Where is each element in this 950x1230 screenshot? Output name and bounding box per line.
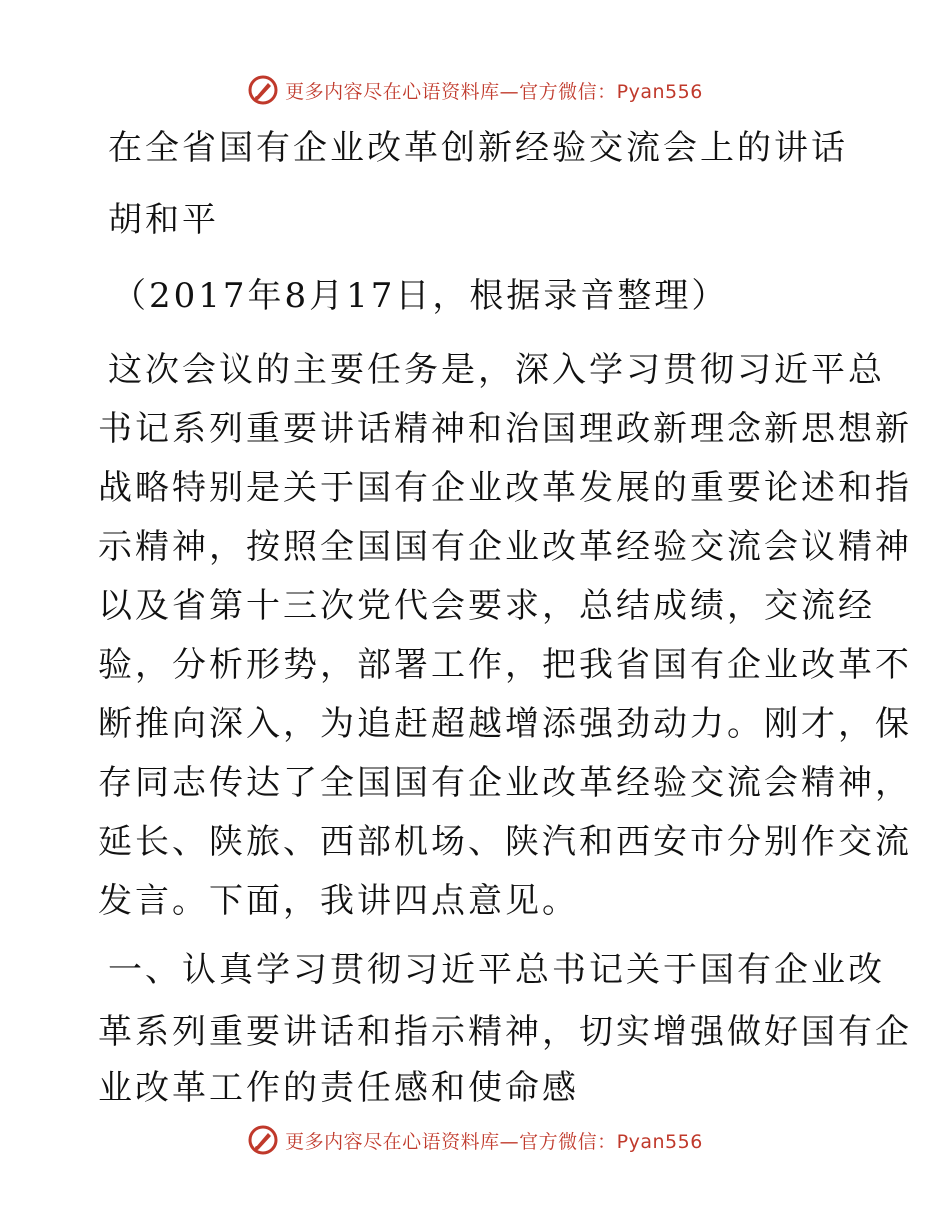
paragraph-line: 延长、陕旅、西部机场、陕汽和西安市分别作交流	[98, 822, 912, 862]
paragraph-line: 以及省第十三次党代会要求，总结成绩，交流经	[98, 586, 875, 626]
pen-logo-icon	[247, 74, 279, 106]
paragraph-line: 断推向深入，为追赶超越增添强劲动力。刚才，保	[98, 704, 912, 744]
paragraph-line: 这次会议的主要任务是，深入学习贯彻习近平总	[108, 350, 885, 390]
paragraph-line: 验，分析形势，部署工作，把我省国有企业改革不	[98, 645, 912, 685]
paragraph-line: 示精神，按照全国国有企业改革经验交流会议精神	[98, 527, 912, 567]
paragraph-line: 发言。下面，我讲四点意见。	[98, 881, 579, 921]
footer-banner-text: 更多内容尽在心语资料库—官方微信：Pyan556	[285, 1130, 703, 1153]
header-banner-text: 更多内容尽在心语资料库—官方微信：Pyan556	[285, 80, 703, 103]
date-note: （2017年8月17日，根据录音整理）	[112, 276, 729, 316]
paragraph-line: 书记系列重要讲话精神和治国理政新理念新思想新	[98, 409, 912, 449]
author-name: 胡和平	[108, 200, 219, 240]
pen-logo-icon	[247, 1124, 279, 1156]
paragraph-line: 存同志传达了全国国有企业改革经验交流会精神，	[98, 763, 912, 803]
section-heading-line: 业改革工作的责任感和使命感	[98, 1068, 579, 1108]
section-heading-line: 一、认真学习贯彻习近平总书记关于国有企业改	[108, 950, 885, 990]
document-title: 在全省国有企业改革创新经验交流会上的讲话	[108, 128, 848, 168]
paragraph-line: 战略特别是关于国有企业改革发展的重要论述和指	[98, 468, 912, 508]
footer-banner	[0, 1120, 950, 1160]
header-banner	[0, 70, 950, 110]
section-heading-line: 革系列重要讲话和指示精神，切实增强做好国有企	[98, 1012, 912, 1052]
